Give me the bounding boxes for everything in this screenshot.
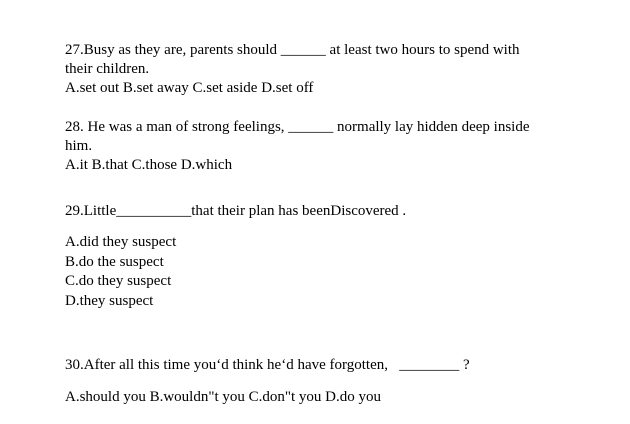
- question-27-stem-line-1: 27.Busy as they are, parents should ______ at least two hours to spend with: [65, 42, 520, 58]
- question-28-stem-line-1: 28. He was a man of strong feelings, ______ normally lay hidden deep inside: [65, 119, 530, 135]
- question-29-option-d: D.they suspect: [65, 293, 154, 309]
- question-27-options: A.set out B.set away C.set aside D.set off: [65, 80, 314, 96]
- question-30-stem: 30.After all this time you‘d think he‘d have forgotten, ________ ?: [65, 357, 470, 373]
- question-30-options: A.should you B.wouldn"t you C.don"t you D.do you: [65, 389, 382, 405]
- question-29-stem: 29.Little__________that their plan has beenDiscovered .: [65, 203, 407, 219]
- question-29-option-a: A.did they suspect: [65, 234, 177, 250]
- question-28-stem-line-2: him.: [65, 138, 93, 154]
- question-28-options: A.it B.that C.those D.which: [65, 157, 233, 173]
- question-27-stem-line-2: their children.: [65, 61, 150, 77]
- question-29-option-c: C.do they suspect: [65, 273, 172, 289]
- question-29-option-b: B.do the suspect: [65, 254, 164, 270]
